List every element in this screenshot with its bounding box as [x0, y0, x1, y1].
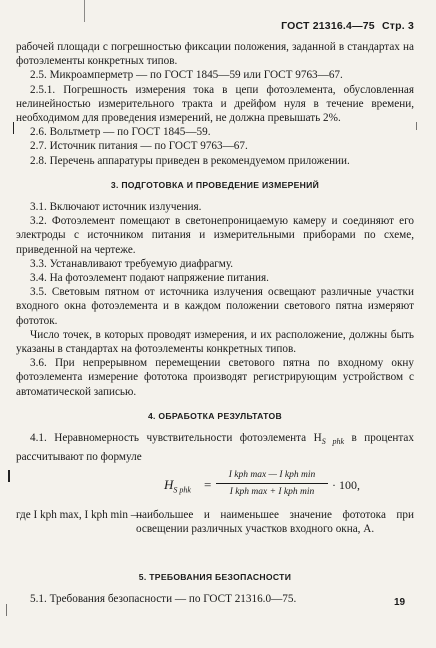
paragraph-4-1-subscript: S phk — [321, 437, 344, 447]
scan-mark — [6, 604, 7, 616]
scan-mark — [84, 0, 85, 22]
paragraph-3-2: 3.2. Фотоэлемент помещают в светонепроницаемую камеру и соединяют его электроды с источником питания и измерительными приборами по схеме, приведенной на чертеже. — [16, 215, 414, 256]
standard-number: ГОСТ 21316.4—75 — [281, 20, 375, 32]
paragraph-2-8: 2.8. Перечень аппаратуры приведен в рекомендуемом приложении. — [30, 154, 350, 167]
formula-lhs-symbol: H — [164, 476, 174, 492]
scan-mark — [416, 122, 417, 130]
paragraph-3-4: 3.4. На фотоэлемент подают напряжение питания. — [30, 272, 269, 285]
formula-legend-description: наибольшее и наименьшее значение фототока при освещении различных участков входного окна, А. — [136, 508, 414, 535]
paragraph-3-1: 3.1. Включают источник излучения. — [30, 201, 202, 214]
page-body — [16, 40, 414, 606]
paragraph-3-3: 3.3. Устанавливают требуемую диафрагму. — [30, 257, 234, 270]
section-3-title: 3. ПОДГОТОВКА И ПРОВЕДЕНИЕ ИЗМЕРЕНИЙ — [110, 179, 320, 190]
paragraph-5-1: 5.1. Требования безопасности — по ГОСТ 21316.0—75. — [30, 592, 297, 605]
paragraph-continuation: рабочей площади с погрешностью фиксации положения, заданной в стандартах на фотоэлементы конкретных типов. — [16, 41, 414, 68]
formula-equals: = — [204, 476, 212, 492]
formula-lhs-subscript: S phk — [173, 485, 191, 495]
paragraph-points: Число точек, в которых проводят измерения, и их расположение, должны быть указаны в стандартах на фотоэлементы конкретных типов. — [16, 328, 414, 356]
formula-lhs — [164, 478, 191, 498]
formula-tail: · 100, — [332, 477, 360, 492]
paragraph-4-1-tail: в процентах рассчитывают по формуле — [16, 432, 414, 463]
formula-numerator: I kph max — I kph min — [216, 468, 328, 484]
scan-mark — [8, 470, 10, 482]
formula-legend — [16, 508, 414, 560]
page-number: 19 — [394, 597, 406, 608]
formula — [16, 468, 414, 506]
page-header — [281, 20, 414, 32]
formula-legend-symbols: где I kph max, I kph min — — [16, 508, 142, 521]
paragraph-2-5: 2.5. Микроамперметр — по ГОСТ 1845—59 или ГОСТ 9763—67. — [30, 69, 343, 82]
paragraph-4-1 — [16, 431, 414, 464]
paragraph-2-7: 2.7. Источник питания — по ГОСТ 9763—67. — [30, 140, 248, 153]
paragraph-3-6: 3.6. При непрерывном перемещении светового пятна по входному окну фотоэлемента измерение фототока производят регистрирующим устройством с автоматической записью. — [16, 357, 414, 398]
formula-fraction — [216, 468, 328, 499]
paragraph-4-1-intro: 4.1. Неравномерность чувствительности фотоэлемента H — [30, 432, 322, 445]
paragraph-2-6: 2.6. Вольтметр — по ГОСТ 1845—59. — [30, 126, 211, 139]
formula-denominator: I kph max + I kph min — [229, 486, 315, 497]
paragraph-3-5: 3.5. Световым пятном от источника излучения освещают различные участки входного окна фотоэлемента и в каждом положении светового пятна измеряют фототок. — [16, 286, 414, 327]
page-label: Стр. 3 — [381, 20, 414, 32]
paragraph-2-5-1: 2.5.1. Погрешность измерения тока в цепи фотоэлемента, обусловленная нелинейностью измерительного тракта и дрейфом нуля в течение времени, необходимом для проведения измерений, не должна превышать 2%. — [16, 83, 414, 125]
scan-mark — [13, 122, 14, 134]
section-4-title: 4. ОБРАБОТКА РЕЗУЛЬТАТОВ — [147, 410, 283, 421]
section-5-title: 5. ТРЕБОВАНИЯ БЕЗОПАСНОСТИ — [138, 571, 292, 582]
